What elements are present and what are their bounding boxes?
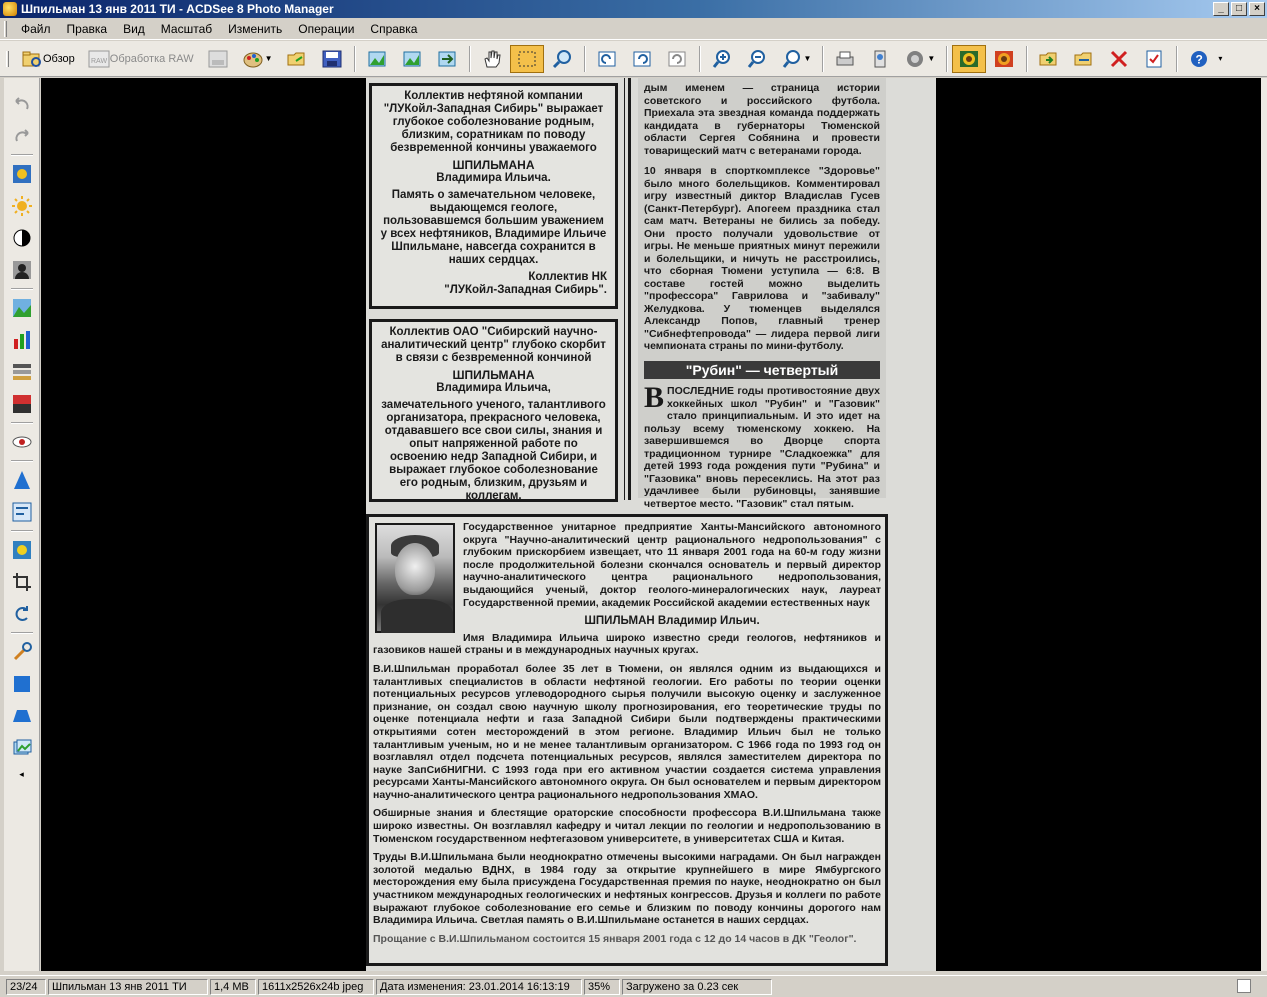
raw-save-button[interactable] bbox=[201, 45, 235, 73]
help-question-icon bbox=[1188, 48, 1210, 70]
title-bar bbox=[0, 0, 1267, 18]
status-index: 23/24 bbox=[6, 979, 46, 995]
obituary-box bbox=[366, 514, 888, 966]
status-bar bbox=[0, 975, 1267, 997]
sidebar-collapse-button[interactable] bbox=[9, 767, 35, 781]
rotate-arrow-icon bbox=[11, 603, 33, 625]
document-check-icon bbox=[1143, 48, 1165, 70]
next-image-icon bbox=[401, 48, 423, 70]
app-icon[interactable] bbox=[3, 2, 17, 16]
delete-button[interactable] bbox=[1102, 45, 1136, 73]
toolbar-overflow-icon[interactable]: ▾ bbox=[1218, 54, 1223, 63]
obituary-intro: Государственное унитарное предприятие Ханты-Мансийского автономного округа "Научно-аналитический центр рационального недропользования" с глубоким прискорбием извещает, что 11 января 2001 года на 60-м году жизни после продолжительной болезни скончался основатель и первый директор научно-аналитического центра рационального недропользования, выдающийся ученый, доктор геолого-минералогических наук, лауреат Государственной премии, академик Российской академии естественных наук bbox=[463, 521, 881, 609]
snac-name: ШПИЛЬМАНА bbox=[452, 368, 535, 382]
auto-enhance-icon bbox=[11, 163, 33, 185]
raw-icon-text: RAW bbox=[90, 57, 107, 65]
menu-bar bbox=[0, 18, 1267, 40]
gallery-icon bbox=[11, 737, 33, 759]
magnifier-icon bbox=[551, 48, 573, 70]
status-dimensions: 1611x2526x24b jpeg bbox=[258, 979, 374, 995]
rotate-sidebar-button[interactable] bbox=[9, 601, 35, 627]
hand-tool-button[interactable] bbox=[475, 45, 509, 73]
toolbar-separator bbox=[822, 46, 824, 72]
zoom-in-button[interactable] bbox=[705, 45, 739, 73]
save-disk-icon bbox=[321, 48, 343, 70]
undo-button[interactable] bbox=[9, 91, 35, 117]
lukoil-name: ШПИЛЬМАНА bbox=[452, 158, 535, 172]
obituary-name: ШПИЛЬМАН Владимир Ильич. bbox=[584, 615, 760, 628]
lukoil-body: Память о замечательном человеке, выдающемся геологе, пользовавшемся большим уважением у всех нефтяников, Владимире Ильиче Шпильмане, навсегда сохранится в наших сердцах. bbox=[380, 189, 607, 266]
zoom-fit-icon bbox=[781, 48, 803, 70]
close-button[interactable]: × bbox=[1249, 2, 1265, 16]
condolence-box-snac bbox=[369, 319, 618, 502]
perspective-button[interactable] bbox=[9, 703, 35, 729]
obituary-paragraph-3: Обширные знания и блестящие ораторские способности профессора В.И.Шпильмана также широко известны. Он возглавлял кафедру и читал лекции по геологии и недропользованию в Тюменском государственном нефтегазовом университете, в университетах США и Китая. bbox=[373, 807, 881, 845]
bar-chart-icon bbox=[11, 329, 33, 351]
snac-intro: Коллектив ОАО "Сибирский научно-аналитический центр" глубоко скорбит в связи с безвременной кончиной bbox=[381, 326, 606, 364]
editor-dropdown-icon[interactable]: ▼ bbox=[264, 54, 273, 63]
undo-icon bbox=[11, 93, 33, 115]
toolbar-separator bbox=[1176, 46, 1178, 72]
select-tool-button[interactable] bbox=[510, 45, 544, 73]
obituary-farewell: Прощание с В.И.Шпильманом состоится 15 января 2001 года с 12 до 14 часов в ДК "Геолог". bbox=[373, 932, 857, 945]
toolbar-grip[interactable] bbox=[6, 51, 9, 67]
move-to-folder-button[interactable] bbox=[1067, 45, 1101, 73]
rotate-left-button[interactable] bbox=[590, 45, 624, 73]
contrast-icon bbox=[11, 227, 33, 249]
rotate-left-icon bbox=[596, 48, 618, 70]
red-flower-icon bbox=[993, 48, 1015, 70]
dropcap-letter: В bbox=[644, 381, 665, 414]
next-image-button[interactable] bbox=[395, 45, 429, 73]
rotate-right-icon bbox=[631, 48, 653, 70]
red-eye-button[interactable] bbox=[9, 429, 35, 455]
auto-enhance-button[interactable] bbox=[9, 161, 35, 187]
histogram-button[interactable] bbox=[9, 327, 35, 353]
status-resize-box[interactable] bbox=[1237, 979, 1251, 993]
zoom-mode-button[interactable] bbox=[775, 45, 818, 73]
sidebar-separator bbox=[11, 632, 33, 634]
properties-icon bbox=[869, 48, 891, 70]
obituary-paragraph-1: Имя Владимира Ильича широко известно среди геологов, нефтяников и газовиков нашей страны и в международных научных кругах. bbox=[373, 631, 881, 657]
save-button[interactable] bbox=[315, 45, 349, 73]
menu-grip[interactable] bbox=[4, 21, 7, 37]
svg-text:?: ? bbox=[1195, 52, 1204, 66]
hue-button[interactable] bbox=[9, 391, 35, 417]
browse-button[interactable] bbox=[15, 45, 81, 73]
zoom-dropdown-icon[interactable]: ▼ bbox=[803, 54, 812, 63]
zoom-tool-button[interactable] bbox=[545, 45, 579, 73]
crop-icon bbox=[11, 571, 33, 593]
viewer-scrollbar[interactable] bbox=[1261, 78, 1267, 971]
landscape-icon bbox=[11, 297, 33, 319]
color-gradient-icon bbox=[11, 393, 33, 415]
toolbar-separator bbox=[354, 46, 356, 72]
rotate-button[interactable] bbox=[660, 45, 694, 73]
noise-icon bbox=[11, 501, 33, 523]
sidebar-separator bbox=[11, 154, 33, 156]
lukoil-sign-1: Коллектив НК bbox=[528, 271, 607, 283]
hand-icon bbox=[481, 48, 503, 70]
raw-processing-button[interactable] bbox=[82, 45, 200, 73]
rotate-icon bbox=[666, 48, 688, 70]
redo-button[interactable] bbox=[9, 123, 35, 149]
resize-button[interactable] bbox=[9, 671, 35, 697]
status-filename: Шпильман 13 янв 2011 ТИ bbox=[48, 979, 208, 995]
audio-dropdown-icon[interactable]: ▼ bbox=[927, 54, 936, 63]
enhance-button[interactable] bbox=[952, 45, 986, 73]
batch-button[interactable] bbox=[1137, 45, 1171, 73]
delete-x-icon bbox=[1108, 48, 1130, 70]
image-viewer[interactable] bbox=[41, 78, 1261, 971]
folder-browse-icon bbox=[21, 48, 43, 70]
open-button[interactable] bbox=[280, 45, 314, 73]
menu-help[interactable]: Справка bbox=[370, 21, 418, 36]
toolbar-separator bbox=[584, 46, 586, 72]
zoom-out-button[interactable] bbox=[740, 45, 774, 73]
effects-button[interactable] bbox=[987, 45, 1021, 73]
printer-icon bbox=[834, 48, 856, 70]
raw-save-icon bbox=[207, 48, 229, 70]
menu-file[interactable]: Файл bbox=[21, 21, 51, 36]
sharpen-button[interactable] bbox=[9, 467, 35, 493]
lukoil-intro: Коллектив нефтяной компании "ЛУКойл-Западная Сибирь" выражает глубокое соболезнование родным, близким, соратникам по поводу безвременной кончины уважаемого bbox=[383, 90, 604, 154]
eye-icon bbox=[11, 431, 33, 453]
status-filesize: 1,4 MB bbox=[210, 979, 256, 995]
copy-to-folder-button[interactable] bbox=[1032, 45, 1066, 73]
photo-body bbox=[381, 599, 453, 633]
repair-button[interactable] bbox=[9, 639, 35, 665]
redo-icon bbox=[11, 125, 33, 147]
menu-view[interactable]: Вид bbox=[123, 21, 145, 36]
brightness-button[interactable] bbox=[9, 193, 35, 219]
snac-body: замечательного ученого, талантливого организатора, прекрасного человека, отдававшего все свои силы, знания и опыт напряженной работе по освоению недр Западной Сибири, и выражает глубокое соболезнование его родным, близким, друзьям и коллегам. bbox=[381, 399, 606, 502]
wrench-icon bbox=[11, 641, 33, 663]
browse-label: Обзор bbox=[43, 52, 75, 65]
lukoil-sign-2: "ЛУКойл-Западная Сибирь". bbox=[444, 284, 607, 296]
sport-column bbox=[638, 78, 886, 510]
sunflower-icon bbox=[958, 48, 980, 70]
copy-folder-icon bbox=[1038, 48, 1060, 70]
audio-button[interactable] bbox=[898, 45, 941, 73]
noise-button[interactable] bbox=[9, 499, 35, 525]
crop-button[interactable] bbox=[9, 569, 35, 595]
effects-icon bbox=[11, 539, 33, 561]
column-rule-thin bbox=[624, 78, 625, 500]
window-title: Шпильман 13 янв 2011 ТИ - ACDSee 8 Photo Manager bbox=[21, 2, 334, 16]
menu-zoom[interactable]: Масштаб bbox=[160, 21, 213, 36]
auto-advance-button[interactable] bbox=[430, 45, 464, 73]
raw-processing-label: Обработка RAW bbox=[109, 52, 194, 65]
editor-button[interactable] bbox=[236, 45, 279, 73]
chevron-left-icon: ◂ bbox=[19, 768, 24, 779]
gallery-button[interactable] bbox=[9, 735, 35, 761]
contrast-button[interactable] bbox=[9, 225, 35, 251]
toolbar-separator bbox=[699, 46, 701, 72]
perspective-icon bbox=[11, 705, 33, 727]
sidebar-separator bbox=[11, 422, 33, 424]
condolence-box-lukoil bbox=[369, 83, 618, 309]
status-zoom: 35% bbox=[584, 979, 620, 995]
sport-paragraph-3: ПОСЛЕДНИЕ годы противостояние двух хоккейных школ "Рубин" и "Газовик" стало принципиальным. И это идет на пользу всему тюменскому хоккею. На завершившемся во Дворце спорта традиционном турнире "Сладкоежка" для детей 1993 года рождения пути "Рубина" и "Газовика" вновь пересеклись. На этот раз удачливее были рубиновцы, занявшие четвертое место. "Газовик" стал пятым. bbox=[644, 385, 880, 510]
toolbar-separator bbox=[1026, 46, 1028, 72]
prev-image-button[interactable] bbox=[360, 45, 394, 73]
column-rule bbox=[628, 78, 631, 500]
main-toolbar bbox=[0, 41, 1267, 77]
resize-square-icon bbox=[11, 673, 33, 695]
palette-icon bbox=[242, 48, 264, 70]
sidebar-separator bbox=[11, 288, 33, 290]
sport-paragraph-1: дым именем — страница истории советского и российского футбола. Приехала эта звездная команда поддержать кандидата в губернаторы Тюменской области Сергея Собянина и провести товарищеский матч с ветеранами города. bbox=[644, 82, 880, 157]
sharpen-triangle-icon bbox=[11, 469, 33, 491]
newspaper-image bbox=[366, 78, 936, 971]
sun-icon bbox=[11, 195, 33, 217]
effects-sidebar-button[interactable] bbox=[9, 537, 35, 563]
portrait-icon bbox=[11, 259, 33, 281]
status-modified: Дата изменения: 23.01.2014 16:13:19 bbox=[376, 979, 582, 995]
edit-sidebar bbox=[4, 78, 40, 971]
lukoil-patronymic: Владимира Ильича. bbox=[436, 172, 551, 184]
sidebar-separator bbox=[11, 460, 33, 462]
maximize-button[interactable]: □ bbox=[1231, 2, 1247, 16]
print-button[interactable] bbox=[828, 45, 862, 73]
prev-image-icon bbox=[366, 48, 388, 70]
photo-face bbox=[395, 543, 435, 595]
properties-button[interactable] bbox=[863, 45, 897, 73]
menu-tools[interactable]: Операции bbox=[298, 21, 355, 36]
obituary-paragraph-4: Труды В.И.Шпильмана были неоднократно отмечены высокими наградами. Он был награжден золотой медалью ВДНХ, в 1984 году за открытие крупнейшего в мире Ямбургского месторождения ему была присуждена Государственная премия по науке, неоднократно он был участником международных геологических и нефтяных конгрессов. Друзья и коллеги по работе выражают глубокое соболезнование его семье и близким по поводу кончины дорогого нам Владимира Ильича. Светлая память о В.И.Шпильмане останется в наших сердцах. bbox=[373, 851, 881, 927]
snac-patronymic: Владимира Ильича, bbox=[436, 382, 551, 394]
sidebar-separator bbox=[11, 530, 33, 532]
minimize-button[interactable]: _ bbox=[1213, 2, 1229, 16]
toolbar-separator bbox=[469, 46, 471, 72]
rotate-right-button[interactable] bbox=[625, 45, 659, 73]
zoom-out-icon bbox=[746, 48, 768, 70]
menu-edit[interactable]: Правка bbox=[66, 21, 108, 36]
raw-icon bbox=[88, 48, 110, 70]
tone-button[interactable] bbox=[9, 359, 35, 385]
portrait-photo bbox=[375, 523, 455, 633]
zoom-in-icon bbox=[711, 48, 733, 70]
toolbar-separator bbox=[946, 46, 948, 72]
move-folder-icon bbox=[1073, 48, 1095, 70]
speaker-icon bbox=[904, 48, 926, 70]
sport-paragraph-2: 10 января в спорткомплексе "Здоровье" было много болельщиков. Комментировал игру известный диктор Владислав Гусев (Санкт-Петербург). Апогеем праздника стал сам матч. Ветераны не бились за победу. Они просто получали удовольствие от игры. Не меньше приятных минут пережили и болельщики, и ничуть не расстроились, что сборная Тюмени уступила — 6:8. В составе гостей можно выделить "профессора" Гаврилова и "забивалу" Желудкова. У тюменцев выделялся Александр Попов, главный тренер "Сибнефтепровода" — лидера первой лиги чемпионата страны по мини-футболу. bbox=[644, 165, 880, 352]
color-balance-button[interactable] bbox=[9, 295, 35, 321]
rubin-headline: "Рубин" — четвертый bbox=[644, 361, 880, 380]
menu-modify[interactable]: Изменить bbox=[228, 21, 283, 36]
status-load-time: Загружено за 0.23 сек bbox=[622, 979, 772, 995]
levels-button[interactable] bbox=[9, 257, 35, 283]
open-folder-icon bbox=[286, 48, 308, 70]
help-button[interactable] bbox=[1182, 45, 1216, 73]
obituary-paragraph-2: В.И.Шпильман проработал более 35 лет в Тюмени, он являлся одним из выдающихся и талантливых специалистов в области нефтяной геологии. Его работы по теории оценки потенциальных ресурсов углеводородного сырья получили высокую оценку и заслуженное признание, он создал свою научную школу прогнозирования, его теоретические труды по оценке потенциала нефти и газа Западной Сибири были подтверждены практическими открытиями сотен месторождений в этом регионе. Владимир Ильич был не только талантливым ученым, но и не менее талантливым организатором. С 1966 года по 1993 год он возглавлял отдел подсчета потенциальных ресурсов, являлся заместителем директора по науке ЗапСибНИГНИ. С 1993 года при его активном участии создается система управления ресурсами Ханты-Мансийского автономного округа. Он был основателем и первым директором научно-аналитического центра рационального недропользования ХМАО. bbox=[373, 662, 881, 801]
auto-advance-icon bbox=[436, 48, 458, 70]
gradient-bars-icon bbox=[11, 361, 33, 383]
selection-rect-icon bbox=[516, 48, 538, 70]
